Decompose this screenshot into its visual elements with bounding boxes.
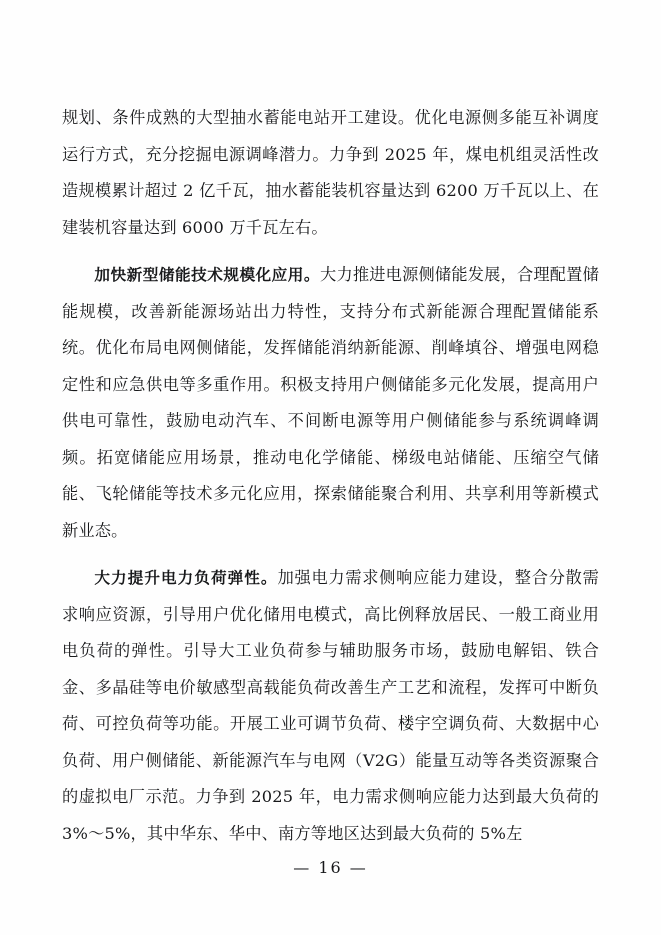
paragraph-2-text: 大力推进电源侧储能发展，合理配置储能规模，改善新能源场站出力特性，支持分布式新能源合理配置储能系统。优化布局电网侧储能，发挥储能消纳新能源、削峰填谷、增强电网稳定性和应急供电等多重作用。积极支持用户侧储能多元化发展，提高用户供电可靠性，鼓励电动汽车、不间断电源等用户侧储能参与系统调峰调频。拓宽储能应用场景，推动电化学储能、梯级电站储能、压缩空气储能、飞轮储能等技术多元化应用，探索储能聚合利用、共享利用等新模式新业态。 bbox=[62, 265, 599, 540]
paragraph-1 bbox=[62, 100, 599, 246]
paragraph-1-text: 规划、条件成熟的大型抽水蓄能电站开工建设。优化电源侧多能互补调度运行方式，充分挖掘电源调峰潜力。力争到 2025 年，煤电机组灵活性改造规模累计超过 2 亿千瓦，抽水蓄能装机容量达到 6200 万千瓦以上、在建装机容量达到 6000 万千瓦左右。 bbox=[62, 108, 599, 237]
page-number: — 16 — bbox=[293, 858, 368, 877]
paragraph-2 bbox=[62, 257, 599, 549]
paragraph-3-text: 加强电力需求侧响应能力建设，整合分散需求响应资源，引导用户优化储用电模式，高比例释放居民、一般工商业用电负荷的弹性。引导大工业负荷参与辅助服务市场，鼓励电解铝、铁合金、多晶硅等电价敏感型高载能负荷改善生产工艺和流程，发挥可中断负荷、可控负荷等功能。开展工业可调节负荷、楼宇空调负荷、大数据中心负荷、用户侧储能、新能源汽车与电网（V2G）能量互动等各类资源聚合的虚拟电厂示范。力争到 2025 年，电力需求侧响应能力达到最大负荷的 3%～5%，其中华东、华中、南方等地区达到最大负荷的 5%左 bbox=[62, 568, 599, 843]
paragraph-2-lead: 加快新型储能技术规模化应用。 bbox=[94, 266, 321, 284]
paragraph-spacer-1 bbox=[62, 246, 599, 257]
paragraph-3 bbox=[62, 560, 599, 852]
paragraph-3-lead: 大力提升电力负荷弹性。 bbox=[94, 569, 278, 587]
paragraph-spacer-2 bbox=[62, 549, 599, 560]
page-body bbox=[62, 100, 599, 852]
